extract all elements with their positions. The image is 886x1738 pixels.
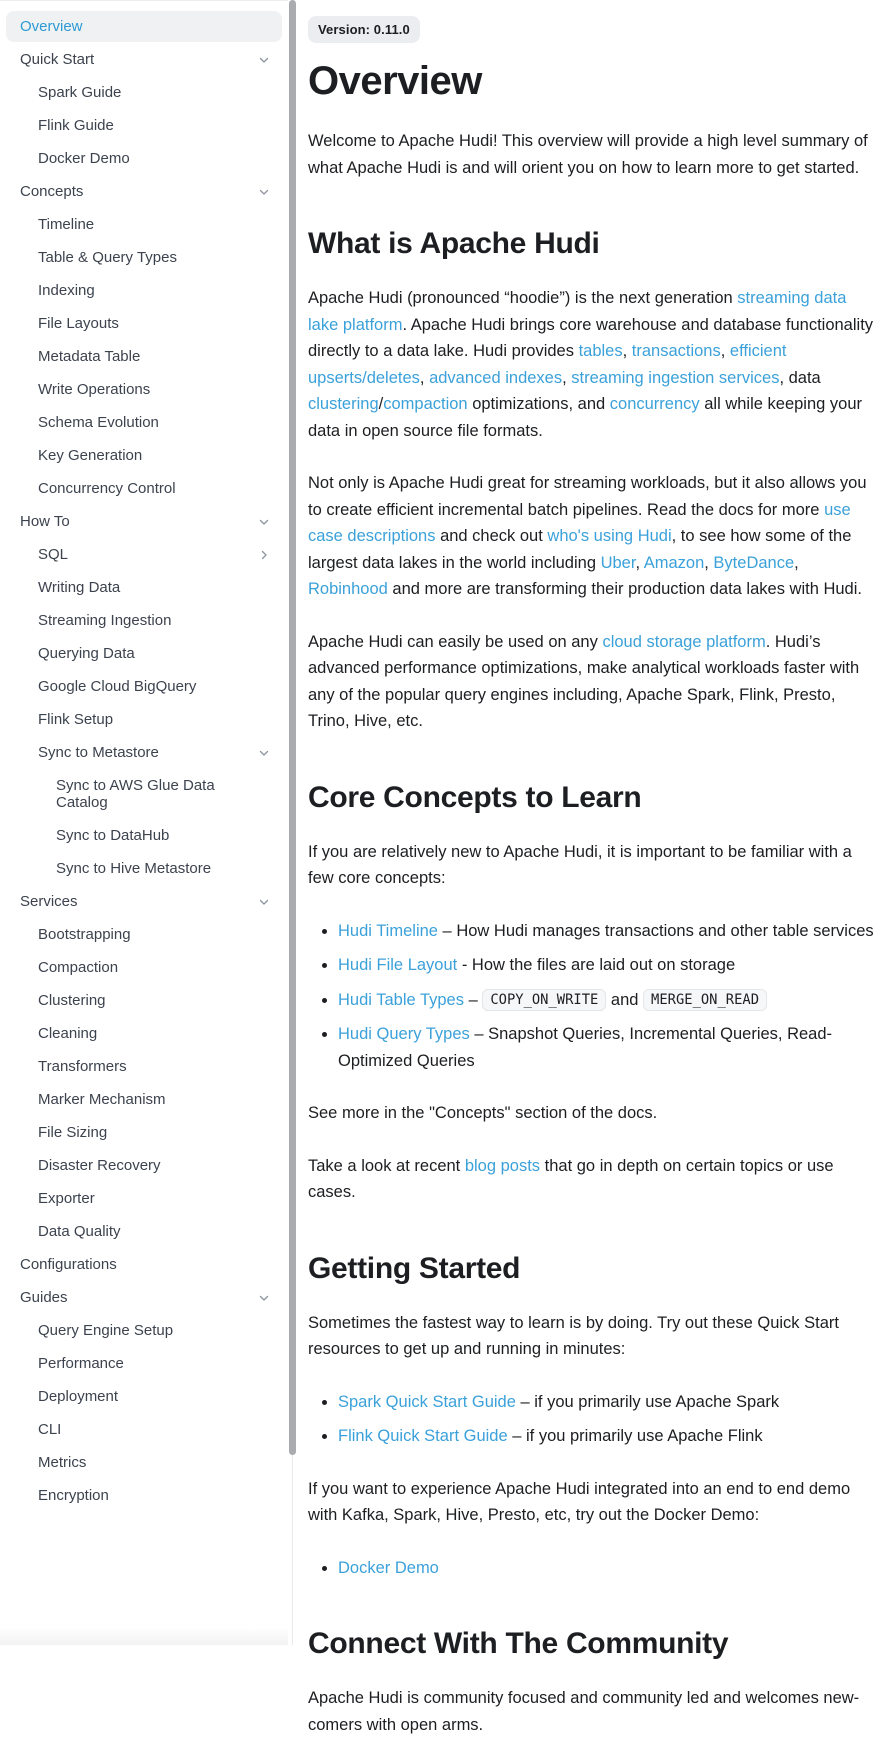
sidebar-item-deployment[interactable]	[6, 1381, 282, 1412]
sidebar-item-label: Compaction	[38, 959, 119, 976]
sidebar-item-label: Write Operations	[38, 381, 151, 398]
section-heading-connect-with-the-community: Connect With The Community	[308, 1627, 729, 1660]
sidebar-item-label: Querying Data	[38, 645, 135, 662]
paragraph: Not only is Apache Hudi great for streaming workloads, but it also allows you to create efficient incremental batch pipelines. Read the docs for more use case descriptions and check out who's using Hudi, to see how some of the largest data lakes in the world including Uber, Amazon, ByteDance, Robinhood and more are transforming their production data lakes with Hudi.	[308, 474, 867, 598]
doc-link-hudi-table-types[interactable]: Hudi Table Types	[338, 990, 464, 1009]
paragraph: Welcome to Apache Hudi! This overview will provide a high level summary of what Apache Hudi is and will orient you on how to learn more to get started.	[308, 132, 868, 177]
paragraph: Apache Hudi can easily be used on any cloud storage platform. Hudi’s advanced performance optimizations, make analytical workloads faster with any of the popular query engines including, Apache Spark, Flink, Presto, Trino, Hive, etc.	[308, 632, 860, 730]
doc-link-advanced-indexes[interactable]: advanced indexes	[429, 368, 563, 387]
sidebar-item-sync-to-metastore[interactable]	[6, 737, 282, 768]
sidebar-item-metrics[interactable]	[6, 1447, 282, 1478]
sidebar-item-label: Disaster Recovery	[38, 1157, 161, 1174]
sidebar-item-label: Sync to DataHub	[56, 827, 170, 844]
chevron-down-icon[interactable]	[258, 186, 270, 198]
sidebar-item-label: Guides	[20, 1289, 68, 1306]
chevron-down-icon[interactable]	[258, 896, 270, 908]
sidebar	[0, 0, 296, 1645]
sidebar-item-label: Schema Evolution	[38, 414, 159, 431]
sidebar-item-transformers[interactable]	[6, 1051, 282, 1082]
sidebar-item-performance[interactable]	[6, 1348, 282, 1379]
sidebar-item-label: Flink Setup	[38, 711, 114, 728]
sidebar-item-marker-mechanism[interactable]	[6, 1084, 282, 1115]
paragraph: Sometimes the fastest way to learn is by doing. Try out these Quick Start resources to get up and running in minutes:	[308, 1313, 839, 1358]
bullet-list	[308, 918, 880, 1075]
sidebar-item-file-sizing[interactable]	[6, 1117, 282, 1148]
sidebar-item-label: Encryption	[38, 1487, 109, 1504]
sidebar-item-exporter[interactable]	[6, 1183, 282, 1214]
sidebar-item-sync-to-datahub[interactable]	[6, 820, 282, 851]
sidebar-nav	[0, 0, 288, 1645]
paragraph: If you are relatively new to Apache Hudi, it is important to be familiar with a few core concepts:	[308, 842, 852, 887]
sidebar-item-bootstrapping[interactable]	[6, 919, 282, 950]
sidebar-item-label: Metadata Table	[38, 348, 141, 365]
doc-link-bytedance[interactable]: ByteDance	[713, 553, 795, 572]
section-heading-core-concepts-to-learn: Core Concepts to Learn	[308, 780, 642, 814]
sidebar-item-label: File Layouts	[38, 315, 119, 332]
doc-link-streaming-ingestion-services[interactable]: streaming ingestion services	[571, 368, 780, 387]
sidebar-item-compaction[interactable]	[6, 952, 282, 983]
list-item: • Hudi File Layout - How the files are laid out on storage	[338, 952, 880, 979]
sidebar-item-label: Docker Demo	[38, 150, 130, 167]
sidebar-item-label: Sync to Metastore	[38, 744, 159, 761]
sidebar-item-configurations[interactable]	[6, 1249, 282, 1280]
sidebar-item-guides[interactable]	[6, 1282, 282, 1313]
doc-link-clustering[interactable]: clustering	[308, 395, 379, 413]
page-title: Overview	[308, 59, 482, 103]
chevron-down-icon[interactable]	[258, 1292, 270, 1304]
paragraph: Apache Hudi (pronounced “hoodie”) is the next generation streaming data lake platform. Apache Hudi brings core warehouse and database functionality directly to a data lake. Hudi provides tables, transactions, efficient upserts/deletes, advanced indexes, streaming ingestion services, data clustering/compaction optimizations, and concurrency all while keeping your data in open source file formats.	[308, 289, 874, 440]
paragraph: If you want to experience Apache Hudi integrated into an end to end demo with Kafka, Spark, Hive, Presto, etc, try out the Docker Demo:	[308, 1479, 851, 1524]
sidebar-item-sync-to-aws-glue-data-catalog[interactable]	[6, 770, 282, 818]
sidebar-item-label: Overview	[20, 18, 83, 35]
list-item: • Spark Quick Start Guide – if you primarily use Apache Spark	[338, 1389, 880, 1416]
sidebar-item-label: How To	[20, 513, 70, 530]
sidebar-item-indexing[interactable]	[6, 275, 282, 306]
sidebar-item-key-generation[interactable]	[6, 440, 282, 471]
chevron-down-icon[interactable]	[258, 516, 270, 528]
doc-link-uber[interactable]: Uber	[600, 553, 636, 572]
list-item	[338, 1555, 880, 1582]
sidebar-item-how-to[interactable]	[6, 506, 282, 537]
list-item: • Hudi Table Types – COPY_ON_WRITE and MERGE_ON_READ	[338, 987, 880, 1014]
sidebar-item-concepts[interactable]	[6, 176, 282, 207]
sidebar-item-overview[interactable]	[6, 11, 282, 42]
sidebar-item-label: Query Engine Setup	[38, 1322, 174, 1339]
doc-link-use-case-descriptions[interactable]: use case descriptions	[308, 500, 851, 545]
sidebar-item-disaster-recovery[interactable]	[6, 1150, 282, 1181]
sidebar-item-table-query-types[interactable]	[6, 242, 282, 273]
sidebar-item-label: Clustering	[38, 992, 106, 1009]
doc-link-concurrency[interactable]: concurrency	[609, 395, 700, 413]
sidebar-item-query-engine-setup[interactable]	[6, 1315, 282, 1346]
doc-link-hudi-file-layout[interactable]: Hudi File Layout	[338, 956, 458, 974]
sidebar-item-label: Exporter	[38, 1190, 95, 1207]
doc-link-flink-quick-start-guide[interactable]: Flink Quick Start Guide	[338, 1427, 508, 1445]
list-item: • Hudi Timeline – How Hudi manages transactions and other table services	[338, 918, 880, 945]
sidebar-item-spark-guide[interactable]	[6, 77, 282, 108]
sidebar-item-sql[interactable]	[6, 539, 282, 570]
sidebar-item-file-layouts[interactable]	[6, 308, 282, 339]
doc-link-compaction[interactable]: compaction	[383, 395, 468, 413]
doc-link-robinhood[interactable]: Robinhood	[308, 580, 388, 598]
sidebar-item-label: Writing Data	[38, 579, 121, 596]
sidebar-item-label: CLI	[38, 1421, 62, 1438]
sidebar-item-services[interactable]	[6, 886, 282, 917]
paragraph: Apache Hudi is community focused and community led and welcomes new-comers with open arms.	[308, 1689, 860, 1734]
paragraph: Take a look at recent blog posts that go in depth on certain topics or use cases.	[308, 1156, 834, 1201]
doc-link-blog-posts[interactable]: blog posts	[464, 1156, 541, 1175]
doc-link-tables[interactable]: tables	[578, 342, 623, 360]
sidebar-item-label: Transformers	[38, 1058, 127, 1075]
sidebar-item-cleaning[interactable]	[6, 1018, 282, 1049]
chevron-down-icon[interactable]	[258, 54, 270, 66]
sidebar-item-concurrency-control[interactable]	[6, 473, 282, 504]
sidebar-item-streaming-ingestion[interactable]	[6, 605, 282, 636]
sidebar-item-label: Services	[20, 893, 78, 910]
sidebar-item-label: Flink Guide	[38, 117, 114, 134]
doc-link-efficient-upserts-deletes[interactable]: efficient upserts/deletes	[308, 342, 787, 387]
list-item: • Hudi Query Types – Snapshot Queries, Incremental Queries, Read-Optimized Queries	[338, 1021, 880, 1074]
section-heading-what-is-apache-hudi: What is Apache Hudi	[308, 227, 600, 260]
inline-code: MERGE_ON_READ	[643, 989, 767, 1011]
sidebar-item-timeline[interactable]	[6, 209, 282, 240]
chevron-down-icon[interactable]	[258, 747, 270, 759]
sidebar-item-flink-setup[interactable]	[6, 704, 282, 735]
sidebar-item-label: Streaming Ingestion	[38, 612, 172, 629]
sidebar-item-label: Marker Mechanism	[38, 1091, 166, 1108]
sidebar-item-quick-start[interactable]	[6, 44, 282, 75]
sidebar-item-label: Indexing	[38, 282, 95, 299]
inline-code: COPY_ON_WRITE	[482, 989, 606, 1011]
sidebar-item-label: Configurations	[20, 1256, 117, 1273]
sidebar-item-label: Timeline	[38, 216, 95, 233]
sidebar-item-label: Google Cloud BigQuery	[38, 678, 197, 695]
section-heading-getting-started: Getting Started	[308, 1251, 521, 1285]
sidebar-item-schema-evolution[interactable]	[6, 407, 282, 438]
sidebar-scrollbar-thumb[interactable]	[289, 0, 296, 1455]
doc-content	[304, 0, 886, 1734]
doc-link-docker-demo[interactable]: Docker Demo	[338, 1558, 439, 1577]
sidebar-item-label: Key Generation	[38, 447, 143, 464]
sidebar-item-label: Metrics	[38, 1454, 87, 1471]
paragraph: See more in the "Concepts" section of the docs.	[308, 1104, 658, 1122]
doc-link-transactions[interactable]: transactions	[631, 342, 721, 360]
doc-link-cloud-storage-platform[interactable]: cloud storage platform	[602, 632, 766, 651]
sidebar-item-label: File Sizing	[38, 1124, 108, 1141]
sidebar-item-docker-demo[interactable]	[6, 143, 282, 174]
bullet-list	[308, 1555, 880, 1582]
doc-link-amazon[interactable]: Amazon	[643, 553, 705, 572]
sidebar-item-encryption[interactable]	[6, 1480, 282, 1511]
chevron-right-icon[interactable]	[258, 549, 270, 561]
sidebar-item-label: Quick Start	[20, 51, 95, 68]
sidebar-item-google-cloud-bigquery[interactable]	[6, 671, 282, 702]
sidebar-item-label: Concepts	[20, 183, 84, 200]
sidebar-item-querying-data[interactable]	[6, 638, 282, 669]
sidebar-item-flink-guide[interactable]	[6, 110, 282, 141]
sidebar-item-label: Sync to AWS Glue Data Catalog	[56, 777, 215, 811]
sidebar-item-sync-to-hive-metastore[interactable]	[6, 853, 282, 884]
version-badge: Version: 0.11.0	[308, 16, 420, 43]
sidebar-item-label: SQL	[38, 546, 69, 563]
sidebar-item-label: Data Quality	[38, 1223, 121, 1240]
sidebar-item-write-operations[interactable]	[6, 374, 282, 405]
bullet-list	[308, 1389, 880, 1450]
sidebar-item-label: Table & Query Types	[38, 249, 177, 266]
doc-link-who-s-using-hudi[interactable]: who's using Hudi	[547, 527, 672, 545]
doc-link-hudi-query-types[interactable]: Hudi Query Types	[338, 1025, 470, 1043]
doc-link-streaming-data-lake-platform[interactable]: streaming data lake platform	[308, 289, 847, 334]
sidebar-item-label: Sync to Hive Metastore	[56, 860, 212, 877]
sidebar-item-label: Concurrency Control	[38, 480, 176, 497]
sidebar-item-metadata-table[interactable]	[6, 341, 282, 372]
doc-link-hudi-timeline[interactable]: Hudi Timeline	[338, 921, 438, 940]
list-item: • Flink Quick Start Guide – if you primarily use Apache Flink	[338, 1423, 880, 1450]
sidebar-item-label: Bootstrapping	[38, 926, 131, 943]
sidebar-item-label: Spark Guide	[38, 84, 122, 101]
sidebar-item-label: Performance	[38, 1355, 124, 1372]
sidebar-item-data-quality[interactable]	[6, 1216, 282, 1247]
sidebar-item-cli[interactable]	[6, 1414, 282, 1445]
sidebar-item-clustering[interactable]	[6, 985, 282, 1016]
content-blocks	[308, 59, 880, 1738]
sidebar-item-label: Deployment	[38, 1388, 119, 1405]
sidebar-item-label: Cleaning	[38, 1025, 98, 1042]
doc-link-spark-quick-start-guide[interactable]: Spark Quick Start Guide	[338, 1392, 516, 1411]
sidebar-item-writing-data[interactable]	[6, 572, 282, 603]
